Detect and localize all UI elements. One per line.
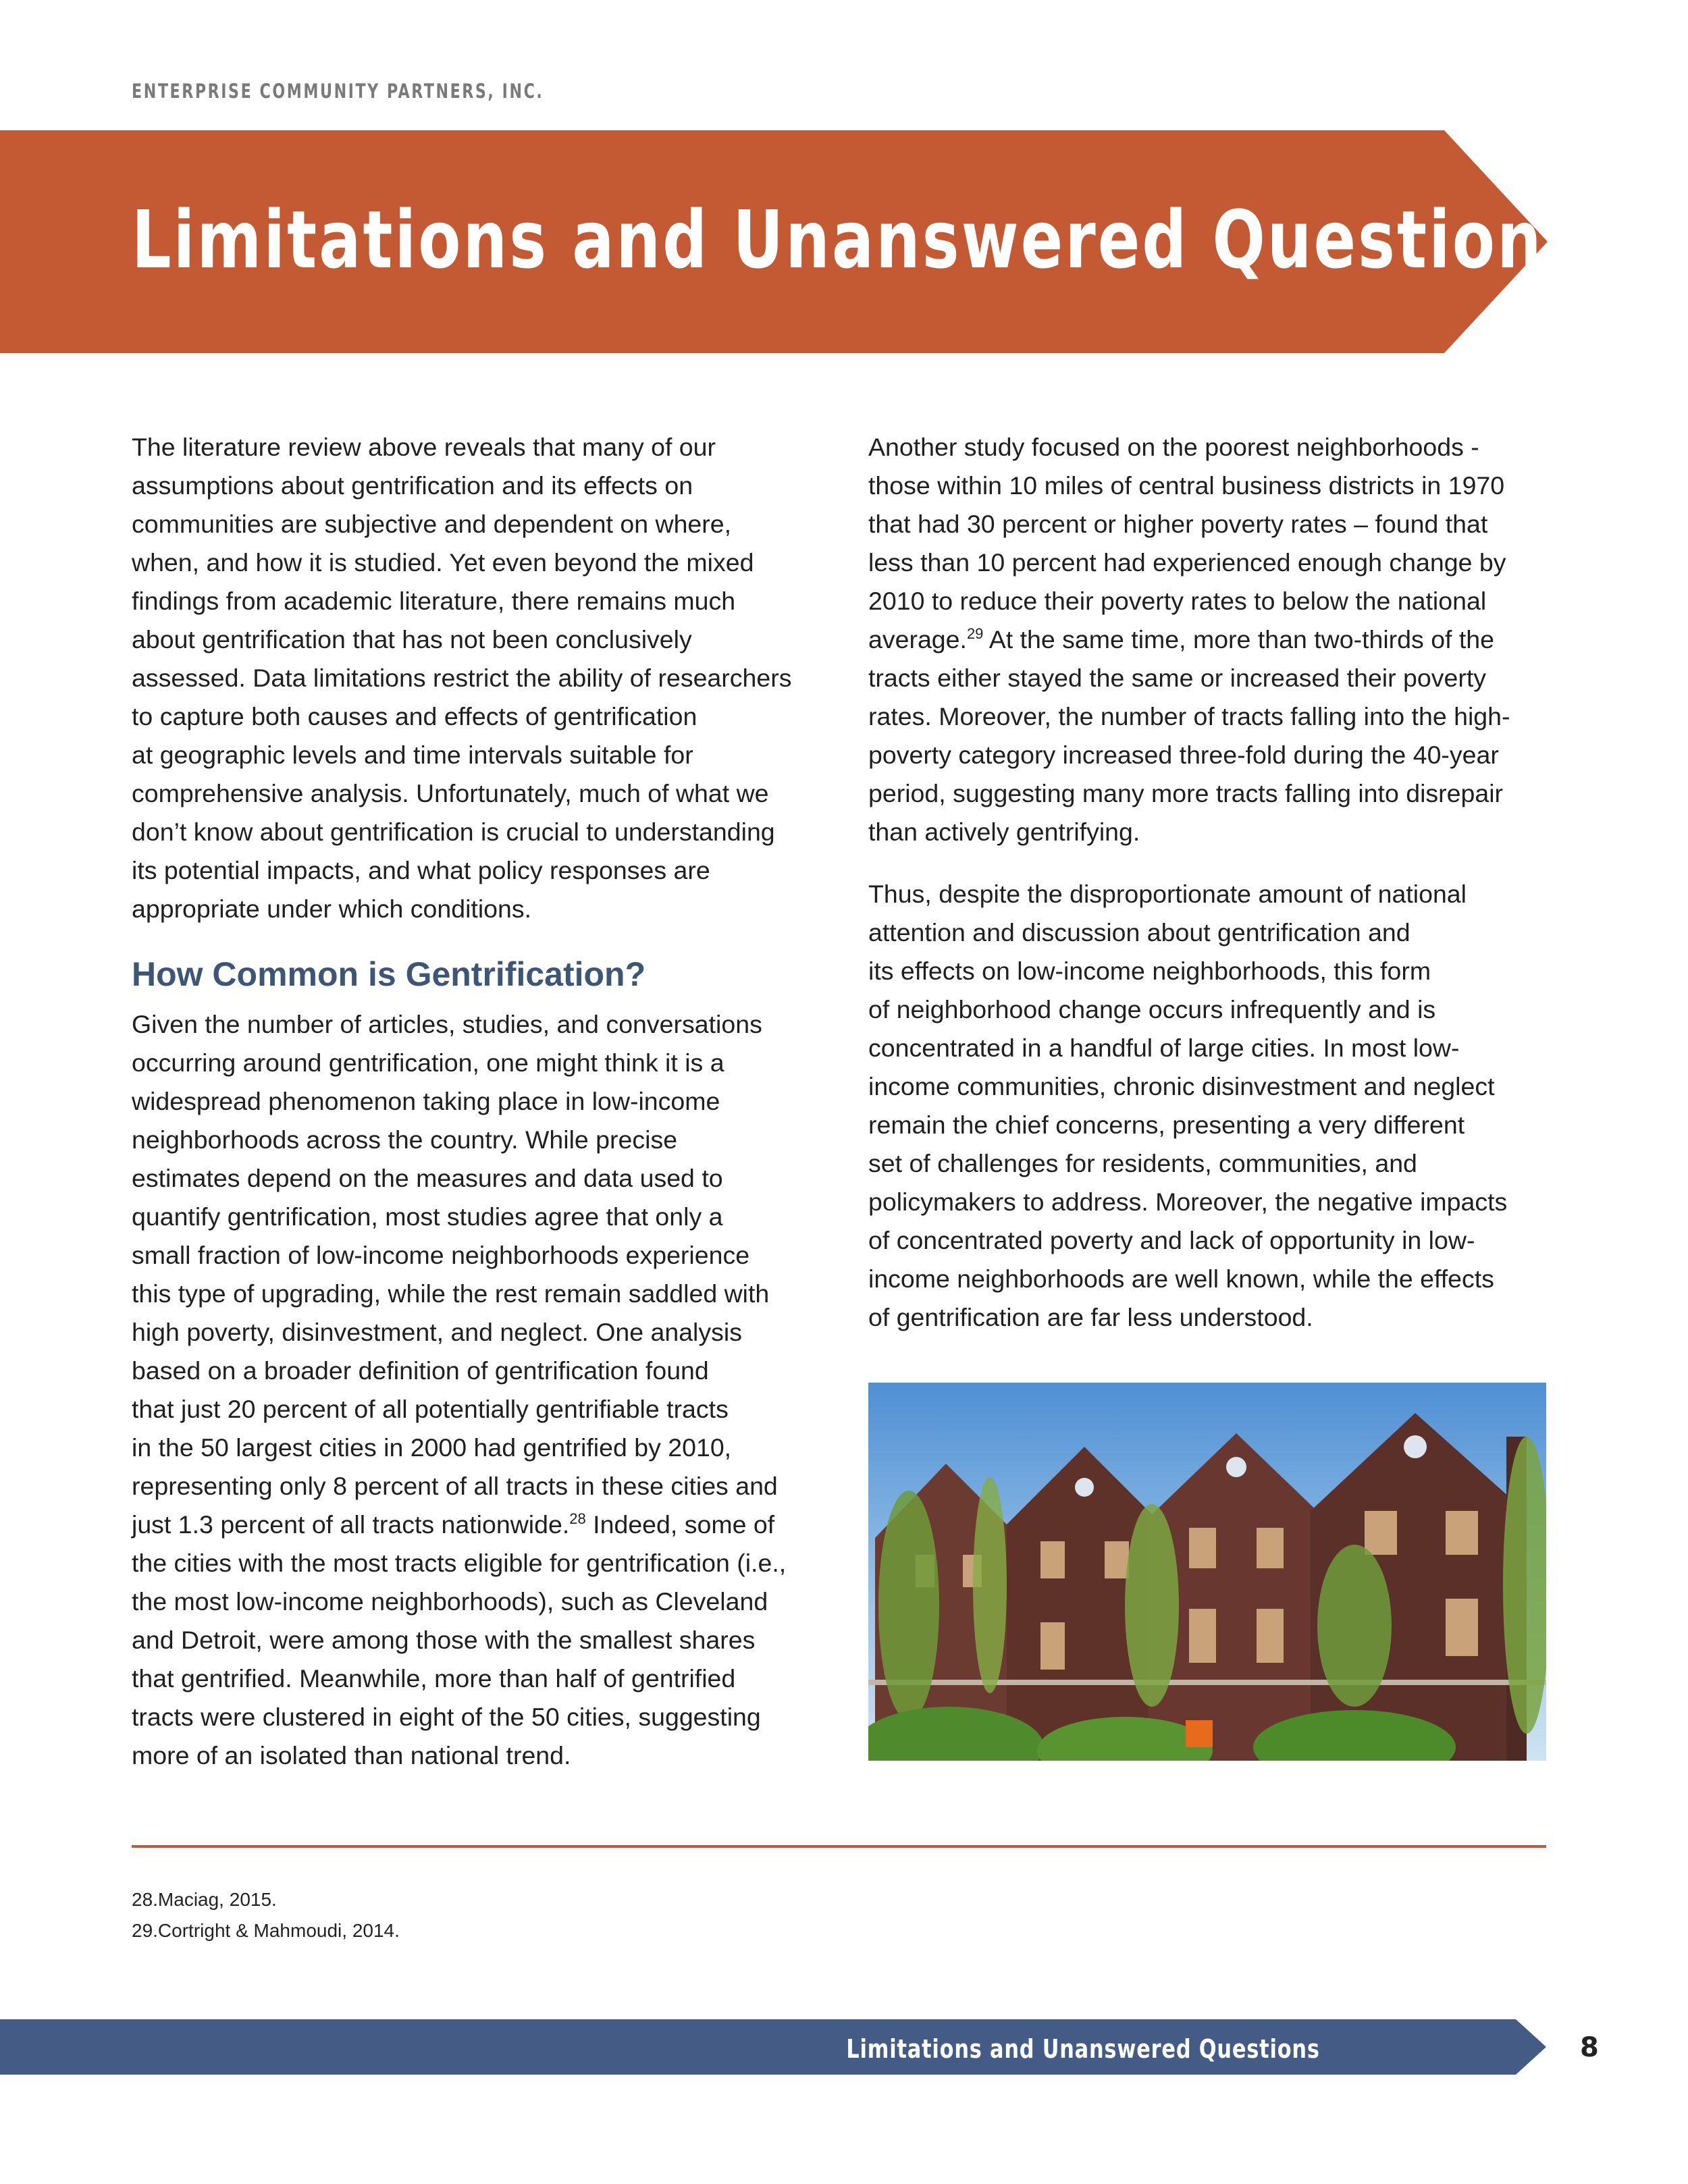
text-line: widespread phenomenon taking place in low-income bbox=[132, 1087, 720, 1115]
text-line: communities are subjective and dependent on where, bbox=[132, 510, 732, 538]
gentrification-paragraph bbox=[132, 1005, 786, 1775]
text-line: and Detroit, were among those with the smallest shares bbox=[132, 1626, 756, 1654]
text-line: The literature review above reveals that many of our bbox=[132, 433, 716, 461]
text-line: assessed. Data limitations restrict the ability of researchers bbox=[132, 664, 792, 692]
text-line: those within 10 miles of central business districts in 1970 bbox=[868, 471, 1505, 500]
text-line: occurring around gentrification, one might think it is a bbox=[132, 1048, 724, 1077]
text-line: more of an isolated than national trend. bbox=[132, 1741, 571, 1769]
text-line: small fraction of low-income neighborhoods experience bbox=[132, 1241, 750, 1269]
text-line: appropriate under which conditions. bbox=[132, 895, 532, 923]
text-line: the cities with the most tracts eligible for gentrification (i.e., bbox=[132, 1549, 787, 1577]
text-segment: just 1.3 percent of all tracts nationwide. bbox=[132, 1510, 570, 1539]
text-line: period, suggesting many more tracts falling into disrepair bbox=[868, 779, 1504, 807]
text-line: to capture both causes and effects of gentrification bbox=[132, 702, 697, 730]
text-line: Given the number of articles, studies, and conversations bbox=[132, 1010, 762, 1038]
text-line: don’t know about gentrification is crucial to understanding bbox=[132, 818, 775, 846]
text-line: estimates depend on the measures and data used to bbox=[132, 1164, 723, 1192]
text-line: findings from academic literature, there remains much bbox=[132, 587, 736, 615]
footnote-divider bbox=[132, 1845, 1546, 1848]
text-line: about gentrification that has not been conclusively bbox=[132, 625, 692, 654]
text-line: neighborhoods across the country. While precise bbox=[132, 1125, 678, 1154]
organization-name: ENTERPRISE COMMUNITY PARTNERS, INC. bbox=[132, 80, 544, 103]
text-line: policymakers to address. Moreover, the negative impacts bbox=[868, 1188, 1508, 1216]
study-paragraph bbox=[868, 428, 1510, 851]
text-line: representing only 8 percent of all tracts in these cities and bbox=[132, 1472, 778, 1500]
text-line: its effects on low-income neighborhoods, this form bbox=[868, 957, 1431, 985]
text-line: than actively gentrifying. bbox=[868, 818, 1140, 846]
text-line: tracts were clustered in eight of the 50 cities, suggesting bbox=[132, 1703, 761, 1731]
text-segment: At the same time, more than two-thirds of the bbox=[983, 625, 1495, 654]
text-line: that just 20 percent of all potentially gentrifiable tracts bbox=[132, 1395, 729, 1423]
page-number: 8 bbox=[1580, 2032, 1599, 2063]
townhouses-photo bbox=[868, 1383, 1546, 1761]
page-title: Limitations and Unanswered Questions bbox=[132, 193, 1583, 286]
text-line: concentrated in a handful of large cities. In most low- bbox=[868, 1034, 1460, 1062]
text-segment: Indeed, some of bbox=[585, 1510, 775, 1539]
text-line: 2010 to reduce their poverty rates to below the national bbox=[868, 587, 1487, 615]
text-line: when, and how it is studied. Yet even beyond the mixed bbox=[132, 548, 754, 577]
text-line: that gentrified. Meanwhile, more than half of gentrified bbox=[132, 1664, 736, 1693]
text-line: comprehensive analysis. Unfortunately, much of what we bbox=[132, 779, 769, 807]
text-segment: average. bbox=[868, 625, 967, 654]
text-line: its potential impacts, and what policy responses are bbox=[132, 856, 710, 884]
footnote-29: 29.Cortright & Mahmoudi, 2014. bbox=[132, 1920, 400, 1941]
text-line: this type of upgrading, while the rest remain saddled with bbox=[132, 1279, 770, 1308]
text-line: of concentrated poverty and lack of opportunity in low- bbox=[868, 1226, 1475, 1254]
text-line: at geographic levels and time intervals suitable for bbox=[132, 741, 693, 769]
footnote-28: 28.Maciag, 2015. bbox=[132, 1889, 277, 1910]
text-line: Thus, despite the disproportionate amount of national bbox=[868, 880, 1467, 908]
text-line: tracts either stayed the same or increased their poverty bbox=[868, 664, 1487, 692]
text-line: based on a broader definition of gentrification found bbox=[132, 1356, 709, 1385]
section-heading: How Common is Gentrification? bbox=[132, 955, 646, 993]
brick-townhouses-illustration bbox=[868, 1383, 1546, 1761]
text-line: income communities, chronic disinvestment and neglect bbox=[868, 1072, 1495, 1100]
footnote-reference: 28 bbox=[569, 1510, 586, 1527]
footnote-reference: 29 bbox=[966, 625, 984, 642]
text-line: Another study focused on the poorest neighborhoods - bbox=[868, 433, 1479, 461]
text-line: quantify gentrification, most studies agree that only a bbox=[132, 1202, 723, 1231]
text-line: that had 30 percent or higher poverty rates – found that bbox=[868, 510, 1488, 538]
text-line: set of challenges for residents, communities, and bbox=[868, 1149, 1417, 1177]
text-line bbox=[868, 620, 1510, 659]
text-line: remain the chief concerns, presenting a very different bbox=[868, 1111, 1465, 1139]
text-line: less than 10 percent had experienced enough change by bbox=[868, 548, 1506, 577]
text-line: high poverty, disinvestment, and neglect. One analysis bbox=[132, 1318, 742, 1346]
text-line: poverty category increased three-fold during the 40-year bbox=[868, 741, 1499, 769]
text-line: in the 50 largest cities in 2000 had gentrified by 2010, bbox=[132, 1433, 732, 1462]
text-line: attention and discussion about gentrification and bbox=[868, 918, 1410, 947]
text-line: the most low-income neighborhoods), such as Cleveland bbox=[132, 1587, 768, 1616]
text-line: rates. Moreover, the number of tracts falling into the high- bbox=[868, 702, 1510, 730]
footer-section-title: Limitations and Unanswered Questions bbox=[846, 2034, 1320, 2064]
text-line: income neighborhoods are well known, while the effects bbox=[868, 1264, 1494, 1293]
text-line bbox=[132, 1506, 786, 1544]
text-line: of gentrification are far less understood. bbox=[868, 1303, 1313, 1331]
conclusion-paragraph bbox=[868, 875, 1507, 1337]
intro-paragraph bbox=[132, 428, 791, 928]
text-line: assumptions about gentrification and its effects on bbox=[132, 471, 693, 500]
text-line: of neighborhood change occurs infrequently and is bbox=[868, 995, 1436, 1023]
